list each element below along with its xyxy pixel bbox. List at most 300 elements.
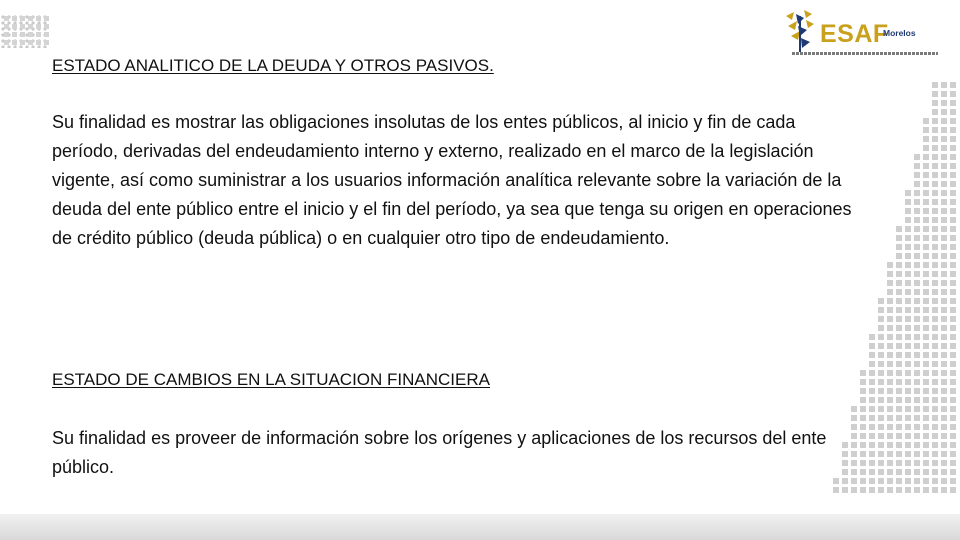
decor-square (896, 271, 902, 277)
decor-square (887, 271, 893, 277)
decor-square (914, 379, 920, 385)
esaf-logo (782, 6, 938, 60)
decor-square (914, 298, 920, 304)
decor-square (896, 307, 902, 313)
decor-square (914, 235, 920, 241)
decor-square (932, 343, 938, 349)
decor-square (914, 325, 920, 331)
decor-square (914, 262, 920, 268)
decor-square (932, 379, 938, 385)
decor-square (896, 226, 902, 232)
decor-square (878, 361, 884, 367)
decor-square (932, 352, 938, 358)
decor-square (932, 82, 938, 88)
decor-square (878, 487, 884, 493)
decor-square (941, 415, 947, 421)
decor-square (941, 118, 947, 124)
decor-square (950, 361, 956, 367)
decor-square (896, 388, 902, 394)
decor-square (932, 181, 938, 187)
decor-square (36, 16, 41, 21)
decor-square (869, 487, 875, 493)
decor-square (932, 433, 938, 439)
decor-square (932, 325, 938, 331)
decor-square (950, 199, 956, 205)
decor-square (923, 433, 929, 439)
decor-square (896, 478, 902, 484)
decor-square (860, 460, 866, 466)
decor-square (950, 415, 956, 421)
decor-square (896, 379, 902, 385)
decor-square (869, 379, 875, 385)
decor-square (950, 127, 956, 133)
decor-square (950, 145, 956, 151)
decor-square (833, 487, 839, 493)
decor-square (860, 415, 866, 421)
decor-square (941, 271, 947, 277)
decor-square (923, 460, 929, 466)
decor-square (941, 451, 947, 457)
decor-square (941, 325, 947, 331)
decor-square (905, 451, 911, 457)
decor-square (887, 370, 893, 376)
decor-square (896, 244, 902, 250)
decor-square (887, 325, 893, 331)
decor-square (4, 24, 9, 29)
decor-square (932, 235, 938, 241)
decor-square (923, 235, 929, 241)
decor-square (950, 460, 956, 466)
decor-square (905, 424, 911, 430)
decor-square (878, 370, 884, 376)
decor-square (923, 262, 929, 268)
decor-square (905, 235, 911, 241)
decor-square (869, 352, 875, 358)
decor-square (932, 271, 938, 277)
decor-square (905, 433, 911, 439)
decor-square (923, 172, 929, 178)
decor-square (36, 32, 41, 37)
decor-square (923, 424, 929, 430)
decor-square (950, 316, 956, 322)
decor-square (12, 24, 17, 29)
decor-square (932, 109, 938, 115)
decor-square (20, 32, 25, 37)
decor-square (950, 307, 956, 313)
decor-square (887, 307, 893, 313)
decor-square (905, 316, 911, 322)
decor-square (914, 199, 920, 205)
decor-square (932, 388, 938, 394)
decor-square (887, 361, 893, 367)
section-body-cambios: Su finalidad es proveer de información sobre los orígenes y aplicaciones de los recursos del ente público. (52, 428, 827, 477)
decor-square (905, 253, 911, 259)
decor-square (878, 298, 884, 304)
decor-square (923, 415, 929, 421)
decor-square (36, 24, 41, 29)
decor-square (923, 442, 929, 448)
decor-square (914, 361, 920, 367)
decor-square (950, 397, 956, 403)
decor-square (905, 217, 911, 223)
decor-square (887, 388, 893, 394)
decor-square (941, 82, 947, 88)
decor-square (932, 226, 938, 232)
decor-square (923, 154, 929, 160)
decor-square (923, 289, 929, 295)
decor-square (932, 253, 938, 259)
decor-square (941, 280, 947, 286)
decor-square (941, 316, 947, 322)
decor-square (923, 280, 929, 286)
decor-square (905, 478, 911, 484)
decor-square (878, 388, 884, 394)
decor-square (887, 298, 893, 304)
decor-square (941, 307, 947, 313)
decor-square (896, 253, 902, 259)
decor-square (914, 289, 920, 295)
decor-square (941, 235, 947, 241)
decor-square (950, 352, 956, 358)
decor-square (28, 40, 33, 45)
decor-square (914, 271, 920, 277)
decor-square (914, 280, 920, 286)
decor-square (932, 100, 938, 106)
decor-square (923, 127, 929, 133)
decor-square (923, 199, 929, 205)
decor-square (941, 91, 947, 97)
decor-square (941, 379, 947, 385)
decor-square (905, 460, 911, 466)
decor-square (905, 280, 911, 286)
decor-square (923, 469, 929, 475)
decor-square (914, 343, 920, 349)
decor-square (887, 487, 893, 493)
decor-square (941, 172, 947, 178)
decor-square (932, 307, 938, 313)
decor-square (869, 415, 875, 421)
decor-square (932, 163, 938, 169)
decor-square (950, 91, 956, 97)
decor-square (905, 469, 911, 475)
decor-square (932, 298, 938, 304)
decor-square (941, 298, 947, 304)
decor-square (941, 226, 947, 232)
decor-square (869, 397, 875, 403)
decor-square (905, 262, 911, 268)
decor-square (941, 181, 947, 187)
decor-square (905, 343, 911, 349)
decor-square (887, 451, 893, 457)
decor-square (950, 343, 956, 349)
decor-square (887, 334, 893, 340)
decor-square (860, 442, 866, 448)
decor-square (914, 244, 920, 250)
decor-square (923, 226, 929, 232)
decor-square (887, 397, 893, 403)
decor-square (950, 109, 956, 115)
decor-square (887, 379, 893, 385)
decor-square (932, 406, 938, 412)
decor-square (905, 307, 911, 313)
decor-square (905, 298, 911, 304)
decor-square (932, 397, 938, 403)
decor-square (950, 136, 956, 142)
decor-square (860, 370, 866, 376)
decor-square (932, 172, 938, 178)
decor-square (941, 397, 947, 403)
decor-square (941, 487, 947, 493)
decor-square (914, 487, 920, 493)
decor-square (923, 271, 929, 277)
decor-square (941, 163, 947, 169)
decor-square (12, 32, 17, 37)
decor-square (905, 208, 911, 214)
decor-square (905, 226, 911, 232)
decor-square (887, 442, 893, 448)
decor-square (941, 433, 947, 439)
decor-square (869, 343, 875, 349)
decor-square (914, 478, 920, 484)
decor-square (896, 361, 902, 367)
decor-square (914, 433, 920, 439)
decor-square (914, 397, 920, 403)
decor-square (869, 370, 875, 376)
decor-square (896, 442, 902, 448)
decor-square (932, 451, 938, 457)
decor-square (878, 397, 884, 403)
decor-square (860, 397, 866, 403)
decor-square (896, 415, 902, 421)
decor-square (950, 118, 956, 124)
decor-square (923, 406, 929, 412)
decor-square (905, 379, 911, 385)
decor-square (905, 397, 911, 403)
decor-square (941, 208, 947, 214)
decor-square (869, 469, 875, 475)
decor-square (941, 442, 947, 448)
decor-square (905, 199, 911, 205)
decor-square (905, 271, 911, 277)
decor-square (941, 478, 947, 484)
decor-square (878, 415, 884, 421)
decor-square (878, 424, 884, 430)
decor-square (923, 379, 929, 385)
decor-square (941, 190, 947, 196)
decor-square (950, 163, 956, 169)
decor-square (914, 442, 920, 448)
decor-square (914, 406, 920, 412)
decor-square (869, 442, 875, 448)
decor-square (914, 172, 920, 178)
decor-square (905, 352, 911, 358)
decor-square (914, 460, 920, 466)
decor-square (914, 217, 920, 223)
decor-square (905, 415, 911, 421)
decor-square (923, 325, 929, 331)
decor-square (887, 289, 893, 295)
decor-square (950, 172, 956, 178)
decor-square (932, 487, 938, 493)
decor-square (914, 316, 920, 322)
decor-square (914, 415, 920, 421)
decor-square (878, 316, 884, 322)
decor-square (851, 406, 857, 412)
decor-square (860, 469, 866, 475)
decor-square (878, 478, 884, 484)
decor-square (842, 487, 848, 493)
decor-square (887, 415, 893, 421)
decor-square (932, 208, 938, 214)
decor-square (950, 478, 956, 484)
decor-square (923, 388, 929, 394)
decor-square (941, 469, 947, 475)
decor-square (914, 334, 920, 340)
decor-square (950, 424, 956, 430)
decor-square (950, 379, 956, 385)
bottom-band (0, 514, 960, 540)
decor-square (851, 487, 857, 493)
logo-suffix: Morelos (883, 28, 916, 38)
decor-square (941, 424, 947, 430)
decor-square (44, 24, 49, 29)
decor-square (887, 316, 893, 322)
decor-square (950, 487, 956, 493)
decor-square (878, 334, 884, 340)
decor-square (4, 32, 9, 37)
decor-square (896, 460, 902, 466)
decor-square (923, 316, 929, 322)
decor-square (923, 298, 929, 304)
decor-square (950, 208, 956, 214)
decor-square (941, 100, 947, 106)
decor-square (923, 487, 929, 493)
decor-square (950, 280, 956, 286)
decor-square (950, 271, 956, 277)
logo-tagline-line (792, 52, 938, 55)
decor-square (950, 217, 956, 223)
decor-square (896, 451, 902, 457)
decor-square (932, 217, 938, 223)
decor-square (932, 91, 938, 97)
decor-square (950, 181, 956, 187)
decor-square (941, 244, 947, 250)
wheat-icon (782, 6, 822, 56)
decor-square (950, 262, 956, 268)
decor-square (878, 352, 884, 358)
decor-square (896, 433, 902, 439)
logo-name: ESAF (820, 20, 889, 48)
decor-square (869, 460, 875, 466)
decor-square (28, 24, 33, 29)
decor-square (20, 16, 25, 21)
decor-square (860, 478, 866, 484)
decor-square (28, 32, 33, 37)
decor-square (869, 388, 875, 394)
decor-square (12, 16, 17, 21)
section-heading-deuda: ESTADO ANALITICO DE LA DEUDA Y OTROS PASIVOS. (52, 56, 494, 75)
decor-square (950, 370, 956, 376)
decor-square (950, 244, 956, 250)
section-heading-cambios: ESTADO DE CAMBIOS EN LA SITUACION FINANCIERA (52, 370, 490, 389)
decor-square (914, 469, 920, 475)
decor-square (941, 343, 947, 349)
decor-square (950, 469, 956, 475)
decor-square (887, 343, 893, 349)
decor-square (941, 289, 947, 295)
decor-square (869, 433, 875, 439)
decor-square (905, 334, 911, 340)
decor-square (860, 487, 866, 493)
decor-square (941, 109, 947, 115)
decor-square (950, 253, 956, 259)
decor-square (932, 370, 938, 376)
decor-square (860, 379, 866, 385)
decor-square (923, 181, 929, 187)
decor-square (950, 334, 956, 340)
decor-square (887, 262, 893, 268)
decor-square (950, 235, 956, 241)
decor-square (914, 307, 920, 313)
decor-square (941, 217, 947, 223)
decor-square (914, 163, 920, 169)
decor-square (44, 40, 49, 45)
decor-square (950, 226, 956, 232)
decor-square (923, 190, 929, 196)
decor-square (950, 289, 956, 295)
decor-square (923, 478, 929, 484)
decor-square (860, 424, 866, 430)
decor-square (932, 145, 938, 151)
decor-square (923, 352, 929, 358)
decor-square (941, 406, 947, 412)
decor-square (878, 451, 884, 457)
decor-square (950, 190, 956, 196)
decor-square (869, 406, 875, 412)
decor-square (914, 190, 920, 196)
decor-square (869, 451, 875, 457)
decor-square (950, 82, 956, 88)
decor-square (941, 352, 947, 358)
decor-square (896, 343, 902, 349)
decor-square (896, 280, 902, 286)
decor-square (905, 370, 911, 376)
decor-square (887, 433, 893, 439)
decor-square (896, 298, 902, 304)
decor-square (950, 298, 956, 304)
decor-square (896, 397, 902, 403)
decor-square (923, 145, 929, 151)
decor-square (905, 442, 911, 448)
decor-square (860, 388, 866, 394)
decor-square (923, 343, 929, 349)
decor-square (878, 406, 884, 412)
decor-square (878, 379, 884, 385)
decor-square (932, 199, 938, 205)
decor-square (932, 127, 938, 133)
decor-square (923, 136, 929, 142)
decor-square (923, 208, 929, 214)
decor-square (932, 118, 938, 124)
decor-square (932, 244, 938, 250)
decor-square (914, 388, 920, 394)
decor-square (896, 370, 902, 376)
decor-square (932, 154, 938, 160)
decor-square (941, 199, 947, 205)
decor-square (914, 181, 920, 187)
decor-square (932, 442, 938, 448)
decor-square (932, 361, 938, 367)
